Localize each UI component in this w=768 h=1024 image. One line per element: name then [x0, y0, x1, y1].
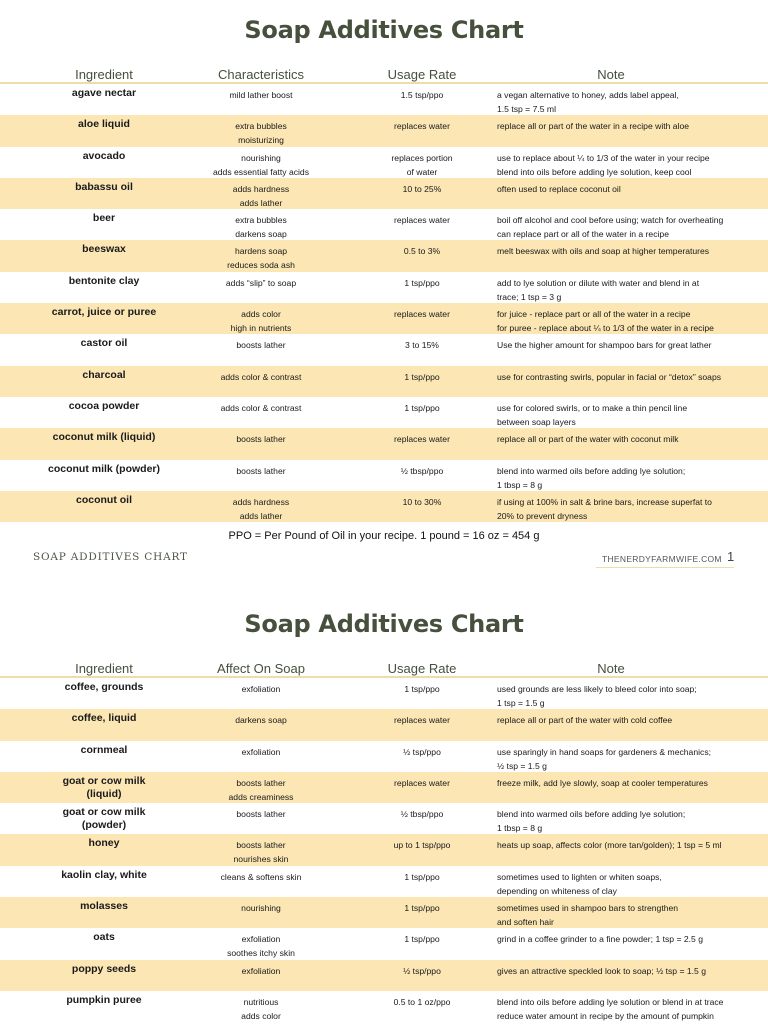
note-cell: replace all or part of the water with cold coffee	[497, 715, 673, 726]
characteristics-cell: nutritious adds color	[241, 996, 281, 1021]
additives-table	[0, 84, 768, 522]
characteristics-cell: boosts lather	[236, 809, 286, 820]
characteristics-cell: exfoliation	[241, 684, 281, 694]
usage-rate-cell: 1 tsp/ppo	[404, 934, 440, 945]
characteristics-cell: adds color & contrast	[220, 402, 302, 413]
characteristics-cell: cleans & softens skin	[220, 871, 302, 882]
note-cell: used grounds are less likely to bleed color into soap; 1 tsp = 1.5 g	[497, 684, 697, 708]
ingredient-cell: cocoa powder	[68, 399, 140, 412]
characteristics-cell: exfoliation	[241, 965, 281, 976]
characteristics-cell: mild lather boost	[229, 90, 293, 100]
characteristics-cell: extra bubbles moisturizing	[235, 121, 287, 146]
footer-chart-name: SOAP ADDITIVES CHART	[33, 551, 188, 563]
usage-rate-cell: 1.5 tsp/ppo	[400, 90, 444, 100]
table-row	[0, 834, 768, 865]
usage-rate-cell: 1 tsp/ppo	[404, 684, 440, 694]
ingredient-cell: avocado	[82, 149, 126, 162]
ingredient-cell: charcoal	[82, 368, 126, 381]
header-usage-rate: Usage Rate	[387, 661, 457, 676]
ingredient-cell: poppy seeds	[71, 962, 137, 975]
note-cell: for juice - replace part or all of the water in a recipe for puree - replace about ¼ to 1/3 of the water in a recipe	[497, 309, 714, 334]
note-cell: grind in a coffee grinder to a fine powder; 1 tsp = 2.5 g	[497, 934, 703, 945]
characteristics-cell: adds color high in nutrients	[230, 309, 292, 334]
table-row	[0, 115, 768, 146]
ingredient-cell: goat or cow milk (powder)	[62, 806, 146, 832]
note-cell: use for contrasting swirls, popular in facial or “detox” soaps	[497, 371, 722, 382]
table-row	[0, 991, 768, 1022]
characteristics-cell: hardens soap reduces soda ash	[227, 246, 295, 271]
ingredient-cell: bentonite clay	[68, 274, 140, 287]
ingredient-cell: coconut oil	[76, 493, 132, 506]
usage-rate-cell: 1 tsp/ppo	[404, 903, 440, 914]
ingredient-cell: beeswax	[82, 243, 126, 256]
table-row	[0, 928, 768, 959]
header-ingredient: Ingredient	[75, 67, 133, 82]
table-row	[0, 397, 768, 428]
note-cell: replace all or part of the water in a recipe with aloe	[497, 121, 690, 132]
table-row	[0, 960, 768, 991]
table-row	[0, 460, 768, 491]
ingredient-cell: kaolin clay, white	[61, 868, 147, 881]
page-title: Soap Additives Chart	[244, 16, 524, 44]
table-row	[0, 366, 768, 397]
note-cell: blend into oils before adding lye solution or blend in at trace reduce water amount in recipe by the amount of pumpkin	[497, 996, 724, 1021]
table-row	[0, 866, 768, 897]
note-cell: heats up soap, affects color (more tan/golden); 1 tsp = 5 ml	[497, 840, 722, 851]
ppo-note: PPO = Per Pound of Oil in your recipe. 1 pound = 16 oz = 454 g	[228, 530, 540, 542]
usage-rate-cell: 1 tsp/ppo	[404, 277, 440, 288]
usage-rate-cell: 1 tsp/ppo	[404, 402, 440, 413]
table-header	[0, 67, 768, 81]
table-header-2	[0, 661, 768, 675]
characteristics-cell: exfoliation soothes itchy skin	[227, 934, 295, 959]
ingredient-cell: honey	[88, 837, 120, 850]
note-cell: gives an attractive speckled look to soap; ½ tsp = 1.5 g	[497, 965, 706, 976]
table-row	[0, 491, 768, 522]
usage-rate-cell: 10 to 30%	[402, 496, 442, 507]
table-row	[0, 240, 768, 271]
table-row	[0, 178, 768, 209]
ingredient-cell: agave nectar	[71, 87, 137, 99]
table-row	[0, 803, 768, 834]
note-cell: freeze milk, add lye slowly, soap at cooler temperatures	[497, 777, 708, 788]
table-row	[0, 272, 768, 303]
page-title-2: Soap Additives Chart	[244, 610, 524, 638]
header-note: Note	[597, 661, 625, 676]
header-note: Note	[597, 67, 625, 82]
note-cell: sometimes used to lighten or whiten soaps, depending on whiteness of clay	[497, 871, 662, 896]
usage-rate-cell: replaces water	[394, 215, 450, 226]
table-row	[0, 678, 768, 709]
ingredient-cell: goat or cow milk (liquid)	[62, 774, 146, 800]
note-cell: sometimes used in shampoo bars to strengthen and soften hair	[497, 903, 679, 928]
usage-rate-cell: 0.5 to 3%	[403, 246, 441, 257]
note-cell: Use the higher amount for shampoo bars for great lather	[497, 340, 712, 351]
additives-table-2	[0, 678, 768, 1022]
usage-rate-cell: 1 tsp/ppo	[404, 871, 440, 882]
usage-rate-cell: replaces water	[394, 434, 450, 445]
usage-rate-cell: replaces water	[394, 121, 450, 132]
table-row	[0, 772, 768, 803]
table-row	[0, 897, 768, 928]
usage-rate-cell: replaces water	[394, 715, 450, 726]
characteristics-cell: exfoliation	[241, 746, 281, 757]
usage-rate-cell: ½ tsp/ppo	[403, 965, 441, 976]
table-row	[0, 428, 768, 459]
characteristics-cell: darkens soap	[235, 715, 287, 726]
usage-rate-cell: ½ tbsp/ppo	[400, 465, 444, 476]
table-row	[0, 709, 768, 740]
characteristics-cell: nourishing adds essential fatty acids	[212, 152, 310, 177]
footer-divider	[596, 567, 734, 568]
usage-rate-cell: up to 1 tsp/ppo	[393, 840, 451, 851]
note-cell: replace all or part of the water with coconut milk	[497, 434, 679, 445]
characteristics-cell: adds color & contrast	[220, 371, 302, 382]
characteristics-cell: boosts lather	[236, 465, 286, 476]
note-cell: use for colored swirls, or to make a thin pencil line between soap layers	[497, 402, 688, 427]
table-row	[0, 209, 768, 240]
ingredient-cell: coffee, liquid	[71, 712, 137, 725]
ingredient-cell: coconut milk (powder)	[47, 462, 160, 475]
table-row	[0, 147, 768, 178]
characteristics-cell: boosts lather nourishes skin	[233, 840, 289, 865]
ingredient-cell: oats	[93, 931, 115, 944]
table-row	[0, 741, 768, 772]
header-usage-rate: Usage Rate	[387, 67, 457, 82]
ingredient-cell: coconut milk (liquid)	[52, 431, 156, 444]
usage-rate-cell: replaces water	[394, 777, 450, 788]
characteristics-cell: extra bubbles darkens soap	[235, 215, 287, 240]
note-cell: blend into warmed oils before adding lye solution; 1 tbsp = 8 g	[497, 809, 686, 834]
usage-rate-cell: 10 to 25%	[402, 183, 442, 194]
note-cell: boil off alcohol and cool before using; watch for overheating can replace part or all of the water in a recipe	[497, 215, 724, 240]
note-cell: use sparingly in hand soaps for gardeners & mechanics; ½ tsp = 1.5 g	[497, 746, 712, 771]
note-cell: use to replace about ¼ to 1/3 of the water in your recipe blend into oils before adding lye solution, keep cool	[497, 152, 710, 177]
characteristics-cell: adds hardness adds lather	[232, 183, 290, 208]
ingredient-cell: carrot, juice or puree	[51, 306, 157, 319]
table-row	[0, 84, 768, 115]
ingredient-cell: beer	[92, 212, 116, 225]
note-cell: a vegan alternative to honey, adds label appeal, 1.5 tsp = 7.5 ml	[497, 90, 679, 114]
note-cell: blend into warmed oils before adding lye solution; 1 tbsp = 8 g	[497, 465, 686, 490]
note-cell: if using at 100% in salt & brine bars, increase superfat to 20% to prevent dryness	[497, 496, 712, 521]
ingredient-cell: cornmeal	[80, 743, 128, 756]
characteristics-cell: boosts lather	[236, 340, 286, 351]
ingredient-cell: molasses	[80, 900, 128, 913]
header-characteristics: Characteristics	[218, 67, 304, 82]
note-cell: melt beeswax with oils and soap at higher temperatures	[497, 246, 710, 257]
ingredient-cell: aloe liquid	[78, 118, 130, 131]
characteristics-cell: boosts lather	[236, 434, 286, 445]
table-row	[0, 334, 768, 365]
ingredient-cell: coffee, grounds	[64, 681, 144, 693]
ingredient-cell: babassu oil	[75, 180, 133, 193]
characteristics-cell: adds “slip” to soap	[225, 277, 297, 288]
ingredient-cell: pumpkin puree	[66, 993, 142, 1006]
usage-rate-cell: 0.5 to 1 oz/ppo	[393, 996, 451, 1007]
table-row	[0, 303, 768, 334]
characteristics-cell: adds hardness adds lather	[232, 496, 290, 521]
usage-rate-cell: ½ tbsp/ppo	[400, 809, 444, 820]
page-number: 1	[727, 549, 735, 564]
usage-rate-cell: 3 to 15%	[405, 340, 439, 351]
usage-rate-cell: ½ tsp/ppo	[403, 746, 441, 757]
footer-website: THENERDYFARMWIFE.COM	[602, 554, 722, 564]
usage-rate-cell: replaces water	[394, 309, 450, 320]
note-cell: often used to replace coconut oil	[497, 183, 621, 194]
usage-rate-cell: replaces portion of water	[391, 152, 453, 177]
ingredient-cell: castor oil	[80, 337, 128, 350]
header-affect-on-soap: Affect On Soap	[217, 661, 305, 676]
usage-rate-cell: 1 tsp/ppo	[404, 371, 440, 382]
note-cell: add to lye solution or dilute with water and blend in at trace; 1 tsp = 3 g	[497, 277, 700, 302]
characteristics-cell: nourishing	[241, 903, 281, 914]
characteristics-cell: boosts lather adds creaminess	[228, 777, 294, 802]
header-ingredient: Ingredient	[75, 661, 133, 676]
